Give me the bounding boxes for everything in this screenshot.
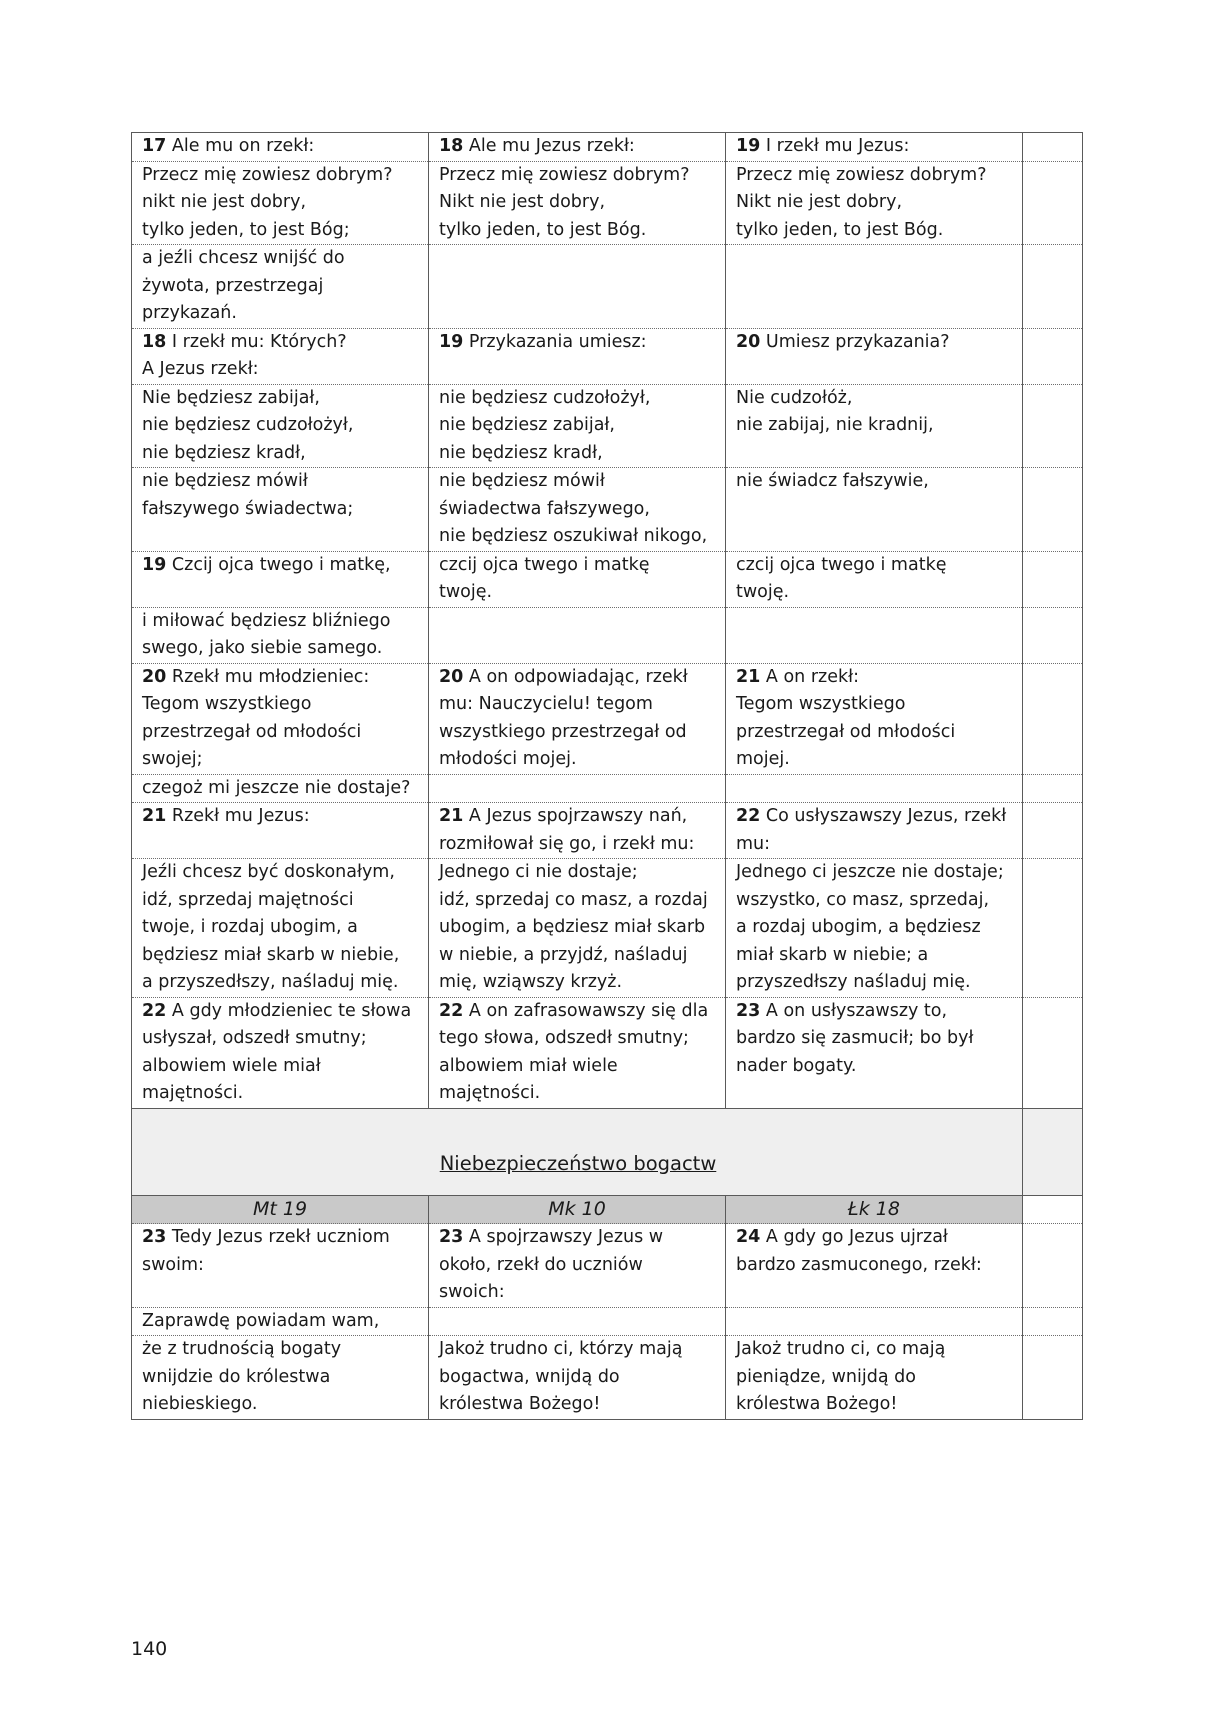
- gospel-cell-mk: [429, 133, 726, 162]
- gospel-cell-lk: [726, 774, 1023, 803]
- verse-text: A on odpowiadając, rzekł mu: Nauczycielu! tegom wszystkiego przestrzegał od młodości mojej.: [439, 666, 688, 769]
- verse-number: 18: [439, 136, 464, 156]
- verse-number: 21: [439, 806, 464, 826]
- gospel-cell-mt: [132, 551, 429, 607]
- notes-cell: [1023, 1195, 1083, 1224]
- notes-cell: [1023, 133, 1083, 162]
- verse-text: Przykazania umiesz:: [463, 331, 647, 352]
- header-mk: Mk 10: [429, 1195, 726, 1224]
- notes-cell: [1023, 551, 1083, 607]
- gospel-cell-lk: [726, 133, 1023, 162]
- notes-cell: [1023, 384, 1083, 468]
- table-row: [132, 997, 1083, 1108]
- verse-number: 23: [736, 1000, 761, 1021]
- verse-text: A gdy młodzieniec te słowa usłyszał, odszedł smutny; albowiem wiele miał majętności.: [142, 1000, 412, 1103]
- verse-number: 20: [736, 331, 761, 352]
- gospel-cell-mt: [132, 1307, 429, 1336]
- verse-text: A spojrzawszy Jezus w około, rzekł do uczniów swoich:: [439, 1227, 664, 1302]
- verse-text: Rzekł mu młodzieniec: Tegom wszystkiego przestrzegał od młodości swojej;: [142, 666, 370, 769]
- gospel-cell-lk: [726, 607, 1023, 663]
- verse-text: Przecz mię zowiesz dobrym? Nikt nie jest dobry, tylko jeden, to jest Bóg.: [439, 164, 690, 240]
- verse-number: 18: [142, 331, 167, 352]
- gospel-cell-mk: [429, 161, 726, 245]
- notes-cell: [1023, 1224, 1083, 1308]
- table-row: [132, 133, 1083, 162]
- gospel-cell-mt: [132, 245, 429, 329]
- verse-number: 21: [736, 666, 761, 687]
- verse-text: Zaprawdę powiadam wam,: [142, 1310, 380, 1331]
- verse-number: 17: [142, 136, 167, 156]
- verse-text: A Jezus spojrzawszy nań, rozmiłował się go, i rzekł mu:: [439, 806, 695, 854]
- gospel-cell-mk: [429, 384, 726, 468]
- verse-text: nie będziesz mówił świadectwa fałszywego, nie będziesz oszukiwał nikogo,: [439, 471, 708, 546]
- notes-cell: [1023, 245, 1083, 329]
- verse-number: 21: [142, 806, 167, 826]
- verse-text: czegoż mi jeszcze nie dostaje?: [142, 777, 411, 798]
- table-row: [132, 161, 1083, 245]
- verse-text: Jeźli chcesz być doskonałym, idź, sprzedaj majętności twoje, i rozdaj ubogim, a będziesz miał skarb w niebie, a przyszedłszy, naśladuj mię.: [142, 862, 400, 992]
- verse-text: czcij ojca twego i matkę twoję.: [439, 554, 650, 602]
- notes-cell: [1023, 997, 1083, 1108]
- table-row: [132, 607, 1083, 663]
- gospel-cell-mk: [429, 774, 726, 803]
- table-row: [132, 328, 1083, 384]
- table-row: [132, 1307, 1083, 1336]
- verse-text: A on rzekł: Tegom wszystkiego przestrzegał od młodości mojej.: [736, 666, 956, 769]
- gospel-cell-lk: [726, 1307, 1023, 1336]
- notes-cell: [1023, 1336, 1083, 1420]
- gospel-cell-mt: [132, 997, 429, 1108]
- verse-text: że z trudnością bogaty wnijdzie do królestwa niebieskiego.: [142, 1339, 342, 1414]
- verse-text: Umiesz przykazania?: [760, 331, 950, 352]
- table-row: [132, 1224, 1083, 1308]
- verse-text: i miłować będziesz bliźniego swego, jako siebie samego.: [142, 610, 391, 658]
- gospel-cell-mt: [132, 161, 429, 245]
- verse-number: 19: [142, 554, 167, 575]
- verse-text: Czcij ojca twego i matkę,: [166, 554, 391, 575]
- gospel-cell-mt: [132, 384, 429, 468]
- verse-text: Przecz mię zowiesz dobrym? nikt nie jest dobry, tylko jeden, to jest Bóg;: [142, 164, 393, 240]
- gospel-cell-lk: [726, 1224, 1023, 1308]
- notes-cell: [1023, 663, 1083, 774]
- verse-text: Nie cudzołóż, nie zabijaj, nie kradnij,: [736, 387, 934, 435]
- gospel-cell-mk: [429, 551, 726, 607]
- verse-number: 22: [142, 1000, 167, 1021]
- section-row: [132, 1108, 1083, 1195]
- verse-number: 19: [736, 136, 761, 156]
- gospel-cell-mt: [132, 328, 429, 384]
- verse-number: 20: [142, 666, 167, 687]
- gospel-cell-lk: [726, 1336, 1023, 1420]
- gospel-cell-lk: [726, 161, 1023, 245]
- section-title: Niebezpieczeństwo bogactw: [132, 1108, 1023, 1195]
- verse-number: 22: [736, 806, 761, 826]
- gospel-cell-mt: [132, 1224, 429, 1308]
- synoptic-table: [131, 132, 1083, 1420]
- verse-number: 23: [439, 1227, 464, 1247]
- verse-text: Jakoż trudno ci, co mają pieniądze, wnijdą do królestwa Bożego!: [736, 1339, 946, 1414]
- notes-cell: [1023, 1108, 1083, 1195]
- gospel-cell-lk: [726, 468, 1023, 552]
- notes-cell: [1023, 1307, 1083, 1336]
- gospel-cell-mk: [429, 663, 726, 774]
- notes-cell: [1023, 859, 1083, 998]
- verse-number: 19: [439, 331, 464, 352]
- verse-text: Tedy Jezus rzekł uczniom swoim:: [142, 1227, 390, 1275]
- verse-text: A on zafrasowawszy się dla tego słowa, odszedł smutny; albowiem miał wiele majętności.: [439, 1000, 709, 1103]
- gospel-cell-mt: [132, 774, 429, 803]
- gospel-cell-mk: [429, 1336, 726, 1420]
- verse-text: nie będziesz mówił fałszywego świadectwa;: [142, 471, 354, 519]
- table-row: [132, 774, 1083, 803]
- verse-number: 23: [142, 1227, 167, 1247]
- verse-text: Ale mu on rzekł:: [166, 136, 315, 156]
- table-row: [132, 468, 1083, 552]
- table-row: [132, 245, 1083, 329]
- verse-text: Przecz mię zowiesz dobrym? Nikt nie jest dobry, tylko jeden, to jest Bóg.: [736, 164, 987, 240]
- gospel-cell-mt: [132, 1336, 429, 1420]
- notes-cell: [1023, 803, 1083, 859]
- verse-number: 24: [736, 1227, 761, 1247]
- table-row: [132, 859, 1083, 998]
- notes-cell: [1023, 607, 1083, 663]
- gospel-cell-lk: [726, 551, 1023, 607]
- notes-cell: [1023, 161, 1083, 245]
- header-lk: Łk 18: [726, 1195, 1023, 1224]
- gospel-cell-mt: [132, 468, 429, 552]
- notes-cell: [1023, 468, 1083, 552]
- verse-text: Ale mu Jezus rzekł:: [463, 136, 635, 156]
- gospel-cell-mt: [132, 607, 429, 663]
- table-row: [132, 551, 1083, 607]
- verse-number: 20: [439, 666, 464, 687]
- gospel-cell-mt: [132, 859, 429, 998]
- gospel-cell-lk: [726, 859, 1023, 998]
- verse-text: a jeźli chcesz wnijść do żywota, przestrzegaj przykazań.: [142, 248, 345, 323]
- verse-number: 22: [439, 1000, 464, 1021]
- verse-text: Jednego ci nie dostaje; idź, sprzedaj co masz, a rozdaj ubogim, a będziesz miał skarb w niebie, a przyjdź, naśladuj mię, wziąwszy krzyż.: [439, 862, 708, 992]
- verse-text: A on usłyszawszy to, bardzo się zasmucił; bo był nader bogaty.: [736, 1000, 974, 1076]
- gospel-cell-mt: [132, 803, 429, 859]
- gospel-cell-lk: [726, 803, 1023, 859]
- verse-text: czcij ojca twego i matkę twoję.: [736, 554, 947, 602]
- gospel-header-row: [132, 1195, 1083, 1224]
- verse-text: I rzekł mu: Których? A Jezus rzekł:: [142, 331, 347, 379]
- verse-text: I rzekł mu Jezus:: [760, 136, 910, 156]
- verse-text: Co usłyszawszy Jezus, rzekł mu:: [736, 806, 1007, 854]
- gospel-cell-lk: [726, 328, 1023, 384]
- verse-text: Nie będziesz zabijał, nie będziesz cudzołożył, nie będziesz kradł,: [142, 387, 354, 463]
- verse-text: Jakoż trudno ci, którzy mają bogactwa, wnijdą do królestwa Bożego!: [439, 1339, 683, 1414]
- gospel-cell-mk: [429, 328, 726, 384]
- verse-text: Rzekł mu Jezus:: [166, 806, 310, 826]
- gospel-cell-lk: [726, 663, 1023, 774]
- gospel-cell-mk: [429, 607, 726, 663]
- table-row: [132, 663, 1083, 774]
- notes-cell: [1023, 328, 1083, 384]
- gospel-cell-mk: [429, 245, 726, 329]
- gospel-cell-mk: [429, 859, 726, 998]
- gospel-cell-mk: [429, 468, 726, 552]
- gospel-cell-mk: [429, 997, 726, 1108]
- header-mt: Mt 19: [132, 1195, 429, 1224]
- gospel-cell-mk: [429, 1307, 726, 1336]
- notes-cell: [1023, 774, 1083, 803]
- gospel-cell-lk: [726, 384, 1023, 468]
- gospel-cell-mk: [429, 1224, 726, 1308]
- table-row: [132, 1336, 1083, 1420]
- page-number: 140: [131, 1638, 168, 1660]
- gospel-cell-mt: [132, 133, 429, 162]
- verse-text: nie świadcz fałszywie,: [736, 471, 929, 491]
- gospel-cell-lk: [726, 245, 1023, 329]
- table-row: [132, 384, 1083, 468]
- verse-text: Jednego ci jeszcze nie dostaje; wszystko, co masz, sprzedaj, a rozdaj ubogim, a będziesz miał skarb w niebie; a przyszedłszy naśladuj mię.: [736, 862, 1004, 992]
- synoptic-table-body: [132, 133, 1083, 1420]
- gospel-cell-mt: [132, 663, 429, 774]
- verse-text: nie będziesz cudzołożył, nie będziesz zabijał, nie będziesz kradł,: [439, 387, 651, 463]
- gospel-cell-mk: [429, 803, 726, 859]
- verse-text: A gdy go Jezus ujrzał bardzo zasmuconego, rzekł:: [736, 1227, 982, 1275]
- table-row: [132, 803, 1083, 859]
- gospel-cell-lk: [726, 997, 1023, 1108]
